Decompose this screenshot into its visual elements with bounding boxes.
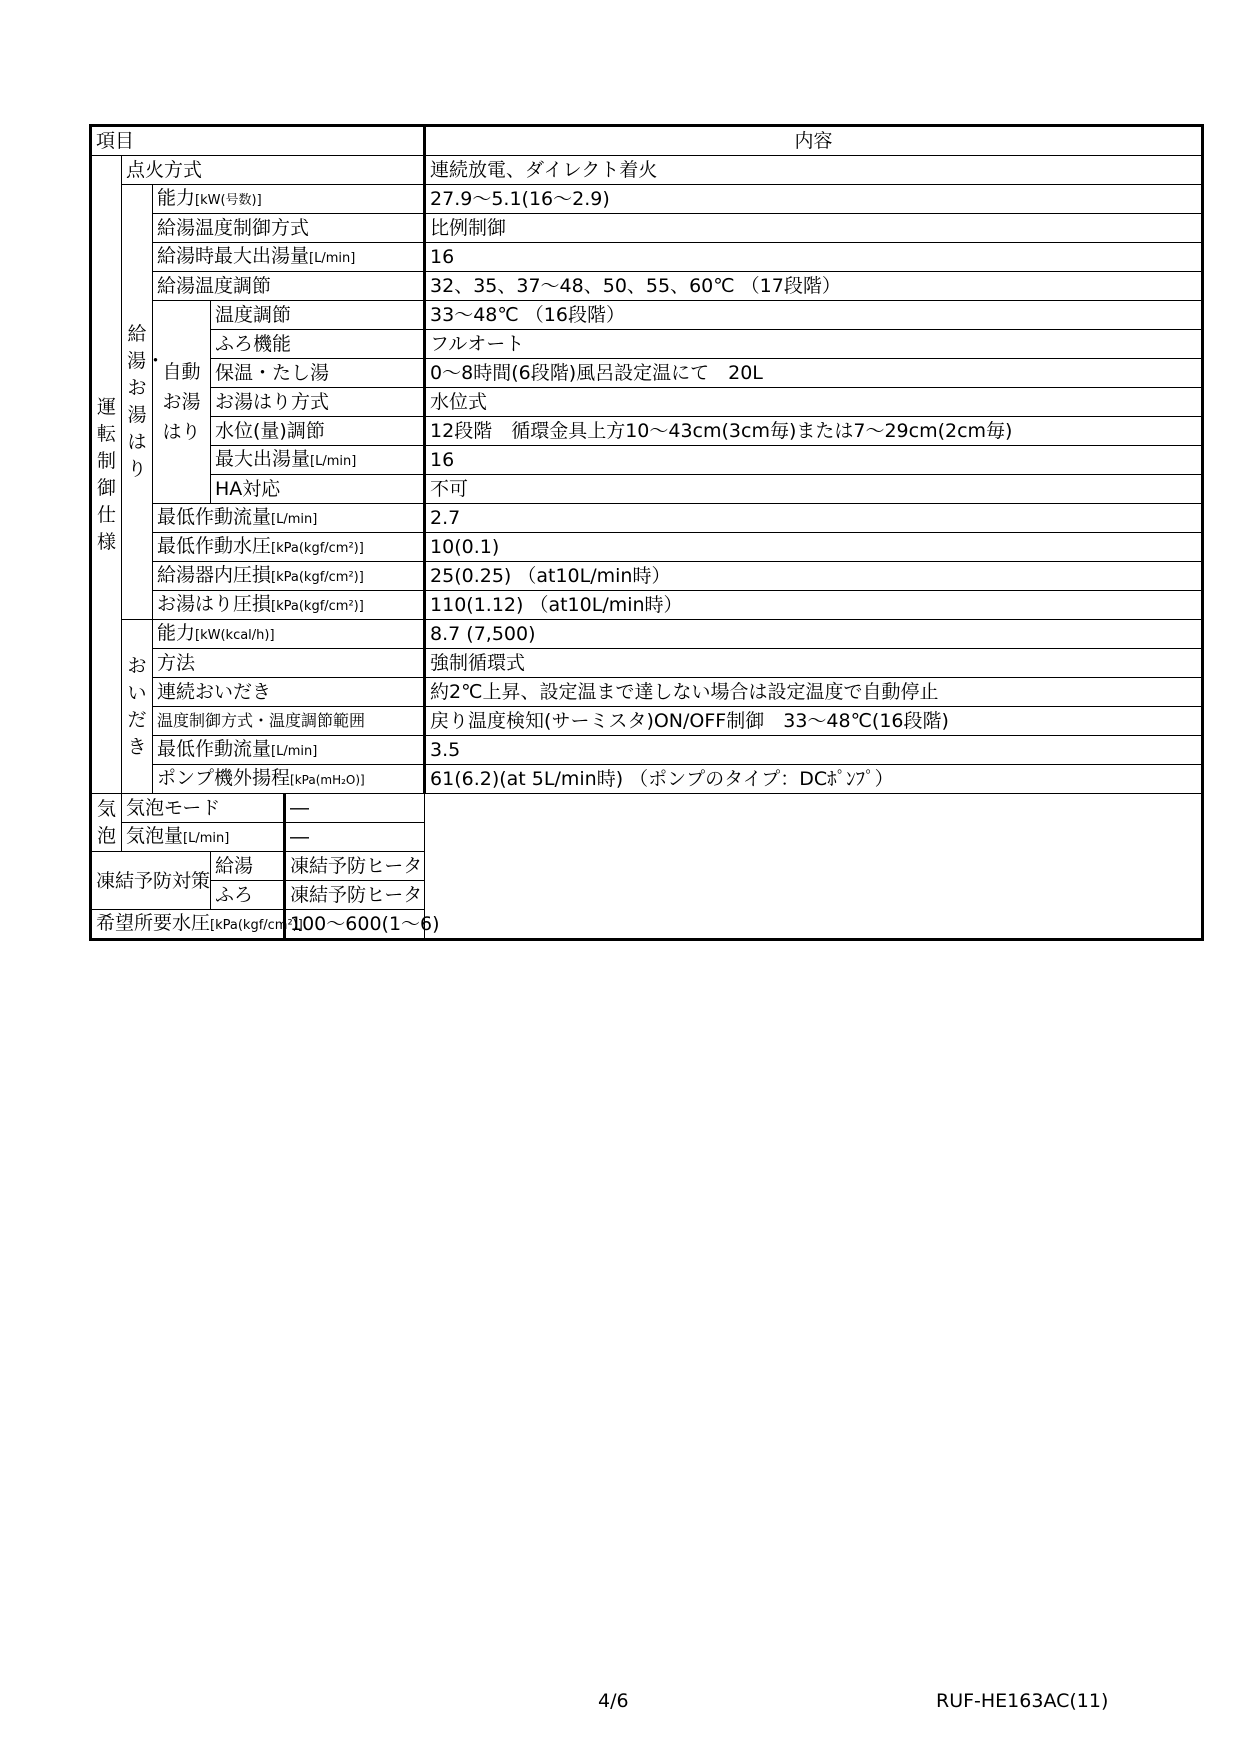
table-row bbox=[91, 156, 1203, 185]
row-label: 給湯器内圧損[kPa(kgf/cm²)] bbox=[153, 562, 425, 591]
row-label: 希望所要水圧[kPa(kgf/cm²)] bbox=[91, 910, 285, 940]
row-value: 強制循環式 bbox=[425, 649, 1203, 678]
page-number: 4/6 bbox=[598, 1690, 629, 1712]
table-row bbox=[91, 359, 1203, 388]
row-value: 3.5 bbox=[425, 736, 1203, 765]
row-value: 33～48℃ （16段階） bbox=[425, 301, 1203, 330]
group-auto: 自動お湯はり bbox=[153, 301, 211, 504]
row-label: お湯はり方式 bbox=[211, 388, 425, 417]
table-row bbox=[91, 388, 1203, 417]
row-value: 2.7 bbox=[425, 504, 1203, 533]
row-value: 25(0.25) （at10L/min時） bbox=[425, 562, 1203, 591]
table-row bbox=[91, 707, 1203, 736]
table-row bbox=[91, 620, 1203, 649]
row-label: 最低作動流量[L/min] bbox=[153, 504, 425, 533]
row-value: フルオート bbox=[425, 330, 1203, 359]
table-row bbox=[91, 272, 1203, 301]
table-row bbox=[91, 417, 1203, 446]
table-row bbox=[91, 794, 1203, 823]
table-row bbox=[91, 591, 1203, 620]
group-kyuto: 給湯・お湯はり bbox=[122, 185, 153, 620]
table-row bbox=[91, 475, 1203, 504]
row-value: 8.7 (7,500) bbox=[425, 620, 1203, 649]
header-content: 内容 bbox=[425, 126, 1203, 156]
table-row bbox=[91, 736, 1203, 765]
row-label: ふろ機能 bbox=[211, 330, 425, 359]
row-label: 方法 bbox=[153, 649, 425, 678]
table-row bbox=[91, 243, 1203, 272]
table-row bbox=[91, 185, 1203, 214]
group-oidaki: おいだき bbox=[122, 620, 153, 794]
row-label: 水位(量)調節 bbox=[211, 417, 425, 446]
table-row bbox=[91, 910, 1203, 940]
row-label: 気泡モード bbox=[122, 794, 285, 823]
row-value: 27.9～5.1(16～2.9) bbox=[425, 185, 1203, 214]
row-label: 給湯時最大出湯量[L/min] bbox=[153, 243, 425, 272]
row-value: 約2℃上昇、設定温まで達しない場合は設定温度で自動停止 bbox=[425, 678, 1203, 707]
row-value: 比例制御 bbox=[425, 214, 1203, 243]
row-label: 温度制御方式・温度調節範囲 bbox=[153, 707, 425, 736]
table-row bbox=[91, 852, 1203, 881]
row-value: 0～8時間(6段階)風呂設定温にて 20L bbox=[425, 359, 1203, 388]
table-row bbox=[91, 881, 1203, 910]
row-value: 16 bbox=[425, 446, 1203, 475]
row-label: 給湯温度調節 bbox=[153, 272, 425, 301]
row-value: 61(6.2)(at 5L/min時) （ポンプのタイプ：DCﾎﾟﾝﾌﾟ） bbox=[425, 765, 1203, 794]
header-row bbox=[91, 126, 1203, 156]
row-label: 最低作動水圧[kPa(kgf/cm²)] bbox=[153, 533, 425, 562]
table-row bbox=[91, 562, 1203, 591]
row-label: 能力[kW(kcal/h)] bbox=[153, 620, 425, 649]
row-label: 最大出湯量[L/min] bbox=[211, 446, 425, 475]
row-label: HA対応 bbox=[211, 475, 425, 504]
row-label: 温度調節 bbox=[211, 301, 425, 330]
row-value: 100～600(1～6) bbox=[285, 910, 425, 940]
row-value: 戻り温度検知(サーミスタ)ON/OFF制御 33～48℃(16段階) bbox=[425, 707, 1203, 736]
row-label: 気泡量[L/min] bbox=[122, 823, 285, 852]
row-value: 16 bbox=[425, 243, 1203, 272]
row-label: お湯はり圧損[kPa(kgf/cm²)] bbox=[153, 591, 425, 620]
row-label: ふろ bbox=[211, 881, 285, 910]
row-value: ― bbox=[285, 823, 425, 852]
table-row bbox=[91, 765, 1203, 794]
row-value: ― bbox=[285, 794, 425, 823]
row-value: 110(1.12) （at10L/min時） bbox=[425, 591, 1203, 620]
group-touketsu: 凍結予防対策 bbox=[91, 852, 211, 910]
row-label: 保温・たし湯 bbox=[211, 359, 425, 388]
table-row bbox=[91, 823, 1203, 852]
row-value: 32、35、37～48、50、55、60℃ （17段階） bbox=[425, 272, 1203, 301]
table-row bbox=[91, 301, 1203, 330]
row-label: 給湯温度制御方式 bbox=[153, 214, 425, 243]
spec-table bbox=[89, 124, 1204, 941]
table-row bbox=[91, 504, 1203, 533]
row-value: 12段階 循環金具上方10～43cm(3cm毎)または7～29cm(2cm毎) bbox=[425, 417, 1203, 446]
row-label: 能力[kW(号数)] bbox=[153, 185, 425, 214]
row-value: 不可 bbox=[425, 475, 1203, 504]
table-row bbox=[91, 446, 1203, 475]
row-label: 連続おいだき bbox=[153, 678, 425, 707]
row-label: 点火方式 bbox=[122, 156, 425, 185]
group-kihou: 気泡 bbox=[91, 794, 122, 852]
table-row bbox=[91, 330, 1203, 359]
row-value: 水位式 bbox=[425, 388, 1203, 417]
row-value: 連続放電、ダイレクト着火 bbox=[425, 156, 1203, 185]
row-label: ポンプ機外揚程[kPa(mH₂O)] bbox=[153, 765, 425, 794]
table-row bbox=[91, 533, 1203, 562]
row-value: 凍結予防ヒータ bbox=[285, 881, 425, 910]
row-value: 10(0.1) bbox=[425, 533, 1203, 562]
model-number: RUF-HE163AC(11) bbox=[936, 1690, 1109, 1712]
table-row bbox=[91, 214, 1203, 243]
table-row bbox=[91, 649, 1203, 678]
header-item: 項目 bbox=[91, 126, 425, 156]
row-value: 凍結予防ヒータ bbox=[285, 852, 425, 881]
group-operation: 運転制御仕様 bbox=[91, 156, 122, 794]
row-label: 給湯 bbox=[211, 852, 285, 881]
row-label: 最低作動流量[L/min] bbox=[153, 736, 425, 765]
table-row bbox=[91, 678, 1203, 707]
